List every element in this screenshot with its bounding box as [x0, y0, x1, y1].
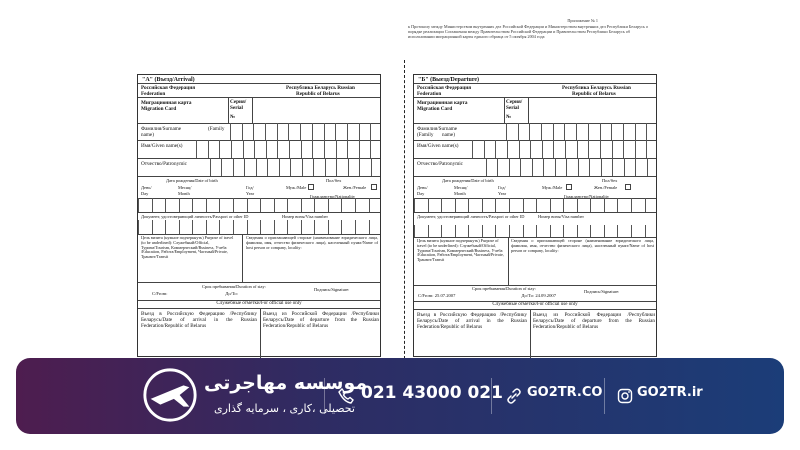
divider — [138, 308, 380, 309]
month-label-en: Month — [178, 191, 190, 196]
passport-visa-grid — [414, 225, 658, 237]
departure-date-block: Выезд из Российской Федерации /Республики Беларусь/Date of departure from the Russian Federation/Republic of Belarus — [263, 311, 379, 330]
divider — [138, 176, 380, 177]
surname-grid — [230, 123, 382, 140]
divider — [260, 308, 261, 358]
month-label: Месяц/ — [454, 185, 468, 190]
separator — [324, 378, 325, 414]
stay-dates — [138, 291, 380, 297]
federation-label: Federation — [141, 91, 166, 97]
stay-from: С/From: 25.07.2007 — [418, 293, 456, 298]
citizenship-label: Гражданство/Nationality — [564, 194, 610, 199]
divider — [138, 97, 380, 98]
rf-label: Российская Федерация — [417, 85, 472, 91]
male-checkbox[interactable] — [308, 184, 314, 190]
federation-label: Federation — [417, 91, 442, 97]
stay-label: Срок пребывания/Duration of stay: — [202, 284, 266, 289]
year-label: Год/ — [246, 185, 254, 190]
given-name-label: Имя/Given name(s) — [417, 143, 459, 149]
divider — [252, 97, 253, 123]
surname-family: (Family — [208, 126, 225, 132]
arrival-card — [137, 74, 381, 357]
divider — [528, 97, 529, 123]
host-label: Сведения о приглашающей стороне (наименование юридического лица, фамилия, имя, отчество физического лица), населенный пункт/Name of host person or company, locality: — [511, 238, 654, 253]
divider — [504, 97, 505, 123]
given-name-grid — [472, 140, 658, 158]
dob-citizenship-grid — [414, 198, 658, 212]
serial-label: Серия/ — [506, 99, 523, 105]
divider — [242, 234, 243, 282]
divider — [414, 97, 656, 98]
passport-label: Документ, удостоверяющий личность/Passport or other ID — [417, 214, 525, 219]
sex-label: Пол/Sex — [602, 178, 618, 183]
patronymic-grid — [486, 158, 658, 176]
serial-label: Серия/ — [230, 99, 247, 105]
surname-label: Фамилия/Surname — [141, 126, 182, 132]
card-title-en: Migration Card — [417, 106, 453, 112]
day-label: День/ — [141, 185, 152, 190]
stay-dates — [414, 293, 656, 299]
sex-label: Пол/Sex — [326, 178, 342, 183]
female-checkbox[interactable] — [625, 184, 631, 190]
divider — [138, 282, 380, 283]
card-header: "Б" (Выезд/Departure) — [418, 77, 480, 83]
contact-banner — [16, 358, 784, 434]
year-label-en: Year — [246, 191, 255, 196]
male-label: Муж./Male — [286, 185, 307, 190]
surname-family: (Family — [417, 132, 434, 138]
appendix-text: к Протоколу между Министерством внутренних дел Российской Федерации и Министерством внутренних дел Республики Беларусь о порядке реализации Соглашения между Правительством Российской Федерации и Правительством Республики Беларусь об использовании миграционной карты единого образца от 5 октября 2004 года — [408, 24, 649, 40]
visa-label: Номер визы/Visa number — [282, 214, 328, 219]
given-name-label: Имя/Given name(s) — [141, 143, 183, 149]
divider — [414, 309, 656, 310]
rb-label-en: Republic of Belarus — [296, 91, 340, 97]
stay-to: До/To: — [225, 291, 238, 296]
purpose-label: Цель визита (нужное подчеркнуть) Purpose of travel (to be underlined): Служебный/Official, Туризм/Tourism, Коммерческий/Business, Учеба /Education, Работа/Employment, Частный/Private, Транзит/Transit — [141, 235, 234, 260]
citizenship-label: Гражданство/Nationality — [310, 194, 356, 199]
day-label: День/ — [417, 185, 428, 190]
arrival-date-block: Въезд в Российскую Федерацию /Республику Беларусь/Date of arrival in the Russian Federation/Republic of Belarus — [141, 311, 257, 330]
cut-line — [404, 60, 405, 374]
divider — [138, 212, 380, 213]
official-use-label: Служебные отметки/For official use only — [492, 302, 578, 307]
divider — [138, 83, 380, 84]
female-label: Жен./Female — [343, 185, 367, 190]
purpose-label: Цель визита (нужное подчеркнуть) Purpose of travel (to be underlined): Служебный/Official, Туризм/Tourism, Коммерческий/Business, Учеба /Education, Работа/Employment, Частный/Private, Транзит/Transit — [417, 238, 504, 263]
rb-label-en: Republic of Belarus — [572, 91, 616, 97]
divider — [414, 212, 656, 213]
divider — [414, 83, 656, 84]
female-label: Жен./Female — [594, 185, 618, 190]
surname-name: name) — [141, 132, 154, 138]
given-name-grid — [196, 140, 382, 158]
passport-visa-grid — [138, 220, 382, 234]
day-label-en: Day — [141, 191, 149, 196]
divider — [228, 97, 229, 123]
serial-label-en: Serial — [230, 105, 243, 111]
female-checkbox[interactable] — [371, 184, 377, 190]
surname-grid — [506, 123, 658, 140]
appendix-note — [408, 18, 654, 39]
link-icon — [506, 388, 522, 404]
stay-to: До/To: 24.09.2007 — [521, 293, 556, 298]
dob-label: Дата рождения/Date of birth — [166, 178, 218, 183]
phone-number[interactable]: 021 43000 021 — [361, 383, 503, 403]
arrival-date-block: Въезд в Российскую Федерацию /Республику Беларусь/Date of arrival in the Russian Federation/Republic of Belarus — [417, 312, 527, 331]
dob-label: Дата рождения/Date of birth — [442, 178, 494, 183]
male-label: Муж./Male — [542, 185, 563, 190]
month-label: Месяц/ — [178, 185, 192, 190]
instagram-handle[interactable]: GO2TR.ir — [637, 385, 703, 400]
brand-tagline: تحصیلی ،کاری ، سرمایه گذاری — [214, 402, 355, 415]
phone-icon — [338, 388, 354, 404]
stay-from: С/From: — [152, 291, 168, 296]
appendix-title: Приложение № 1 — [567, 18, 598, 23]
card-title: Миграционная карта — [141, 100, 192, 106]
divider — [508, 237, 509, 285]
number-label: № — [506, 114, 512, 120]
card-title-en: Migration Card — [141, 106, 177, 112]
rb-label: Республика Беларусь Russian — [286, 85, 355, 91]
rf-label: Российская Федерация — [141, 85, 196, 91]
rb-label: Республика Беларусь Russian — [562, 85, 631, 91]
passport-label: Документ, удостоверяющий личность/Passport or other ID — [141, 214, 249, 219]
divider — [414, 176, 656, 177]
stay-label: Срок пребывания/Duration of stay: — [472, 286, 536, 291]
instagram-icon — [617, 388, 633, 404]
signature-label: Подпись/Signature: — [314, 287, 350, 292]
dob-citizenship-grid — [138, 198, 382, 212]
signature-label: Подпись/Signature: — [584, 289, 620, 294]
official-use-label: Служебные отметки/For official use only — [216, 301, 302, 306]
host-label: Сведения о приглашающей стороне (наименование юридического лица, фамилия, имя, отчество физического лица), населенный пункт/Name of host person or company, locality: — [246, 235, 378, 250]
card-header: "А" (Въезд/Arrival) — [142, 77, 195, 83]
year-label: Год/ — [498, 185, 506, 190]
surname-name: name) — [442, 132, 455, 138]
card-title: Миграционная карта — [417, 100, 468, 106]
departure-card — [413, 74, 657, 357]
patronymic-label: Отчество/Patronymic — [141, 161, 187, 167]
airplane-logo-icon — [141, 366, 199, 424]
brand-name: موسسه مهاجرتی — [204, 372, 368, 394]
divider — [530, 309, 531, 358]
number-label: № — [230, 114, 236, 120]
separator — [604, 378, 605, 414]
patronymic-grid — [210, 158, 382, 176]
patronymic-label: Отчество/Patronymic — [417, 161, 463, 167]
month-label-en: Month — [454, 191, 466, 196]
male-checkbox[interactable] — [566, 184, 572, 190]
year-label-en: Year — [498, 191, 507, 196]
serial-label-en: Serial — [506, 105, 519, 111]
departure-date-block: Выезд из Российской Федерации /Республики Беларусь/Date of departure from the Russian Federation/Republic of Belarus — [533, 312, 655, 331]
separator — [491, 378, 492, 414]
website-link[interactable]: GO2TR.CO — [527, 385, 603, 400]
surname-label: Фамилия/Surname — [417, 126, 458, 132]
visa-label: Номер визы/Visa number — [538, 214, 584, 219]
day-label-en: Day — [417, 191, 425, 196]
